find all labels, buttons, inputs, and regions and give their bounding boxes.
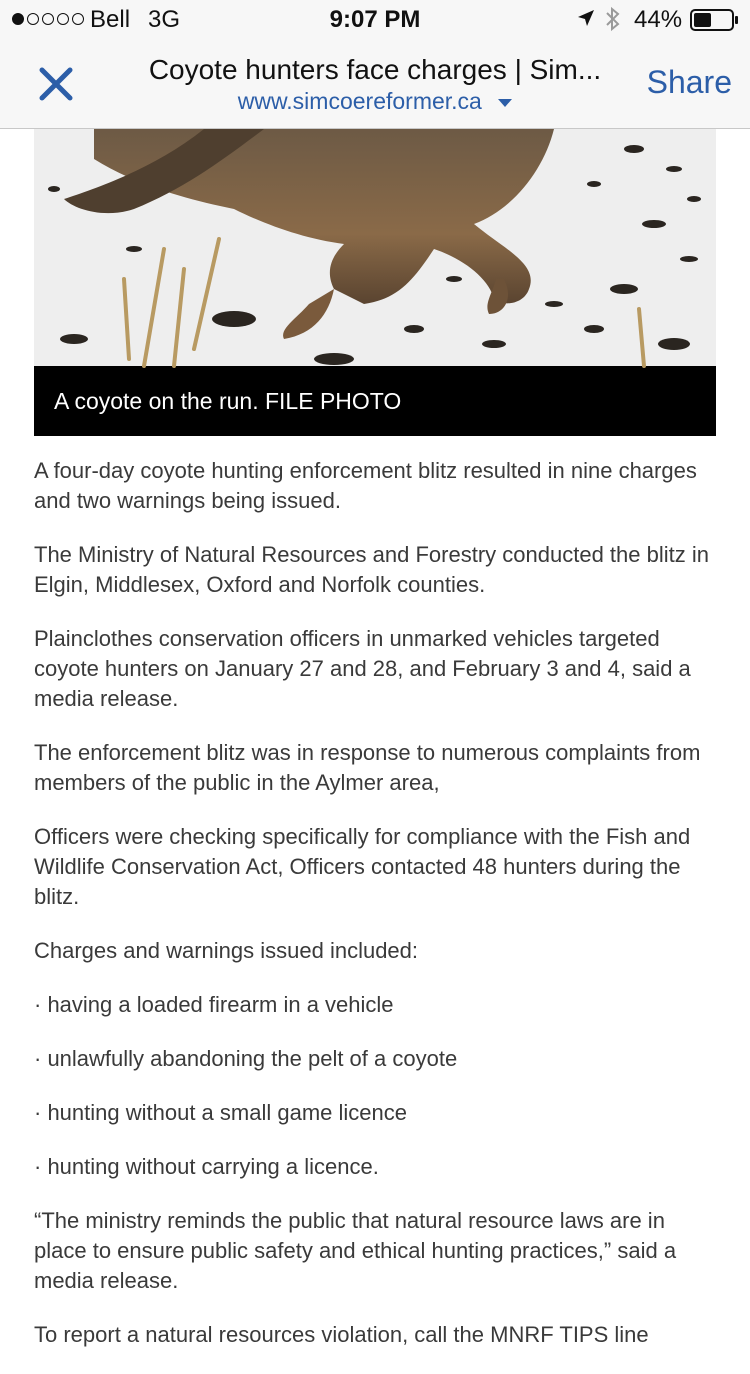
article-paragraph: “The ministry reminds the public that natural resource laws are in place to ensure public safety and ethical hunting practices,” said a media release. — [34, 1208, 677, 1293]
bluetooth-icon — [604, 6, 622, 32]
network-type: 3G — [148, 6, 181, 33]
list-item: · hunting without carrying a licence. — [34, 1154, 379, 1179]
article-paragraph: The Ministry of Natural Resources and Forestry conducted the blitz in Elgin, Middlesex, Oxford and Norfolk counties. — [34, 542, 709, 597]
battery-icon — [690, 9, 740, 31]
close-button[interactable] — [34, 62, 78, 106]
photo-caption: A coyote on the run. FILE PHOTO — [34, 366, 716, 436]
carrier-name: Bell — [90, 6, 131, 33]
article — [34, 129, 716, 1374]
article-paragraph: Officers were checking specifically for compliance with the Fish and Wildlife Conservation Act, Officers contacted 48 hunters during the blitz. — [34, 824, 691, 909]
list-item: · unlawfully abandoning the pelt of a coyote — [34, 1046, 458, 1071]
location-arrow-icon — [576, 8, 596, 28]
article-paragraph: The enforcement blitz was in response to numerous complaints from members of the public in the Aylmer area, — [34, 740, 701, 795]
chevron-down-icon — [498, 98, 512, 108]
list-item: · having a loaded firearm in a vehicle — [34, 992, 394, 1017]
coyote-photo — [34, 129, 716, 366]
article-body — [34, 436, 716, 1350]
battery-percentage: 44% — [634, 6, 683, 33]
article-paragraph: A four-day coyote hunting enforcement blitz resulted in nine charges and two warnings being issued. — [34, 458, 697, 513]
status-bar — [0, 0, 750, 40]
share-button[interactable]: Share — [646, 64, 732, 100]
list-item: · hunting without a small game licence — [34, 1100, 407, 1125]
status-time: 9:07 PM — [329, 6, 421, 33]
article-paragraph: To report a natural resources violation, call the MNRF TIPS line — [34, 1322, 649, 1347]
page-url: www.simcoereformer.ca — [237, 88, 482, 114]
browser-header — [0, 40, 750, 129]
page-url-button[interactable] — [130, 88, 620, 115]
article-paragraph: Plainclothes conservation officers in unmarked vehicles targeted coyote hunters on January 27 and 28, and February 3 and 4, said a media release. — [34, 626, 691, 711]
article-paragraph: Charges and warnings issued included: — [34, 938, 419, 963]
page-title: Coyote hunters face charges | Sim... — [148, 54, 602, 85]
